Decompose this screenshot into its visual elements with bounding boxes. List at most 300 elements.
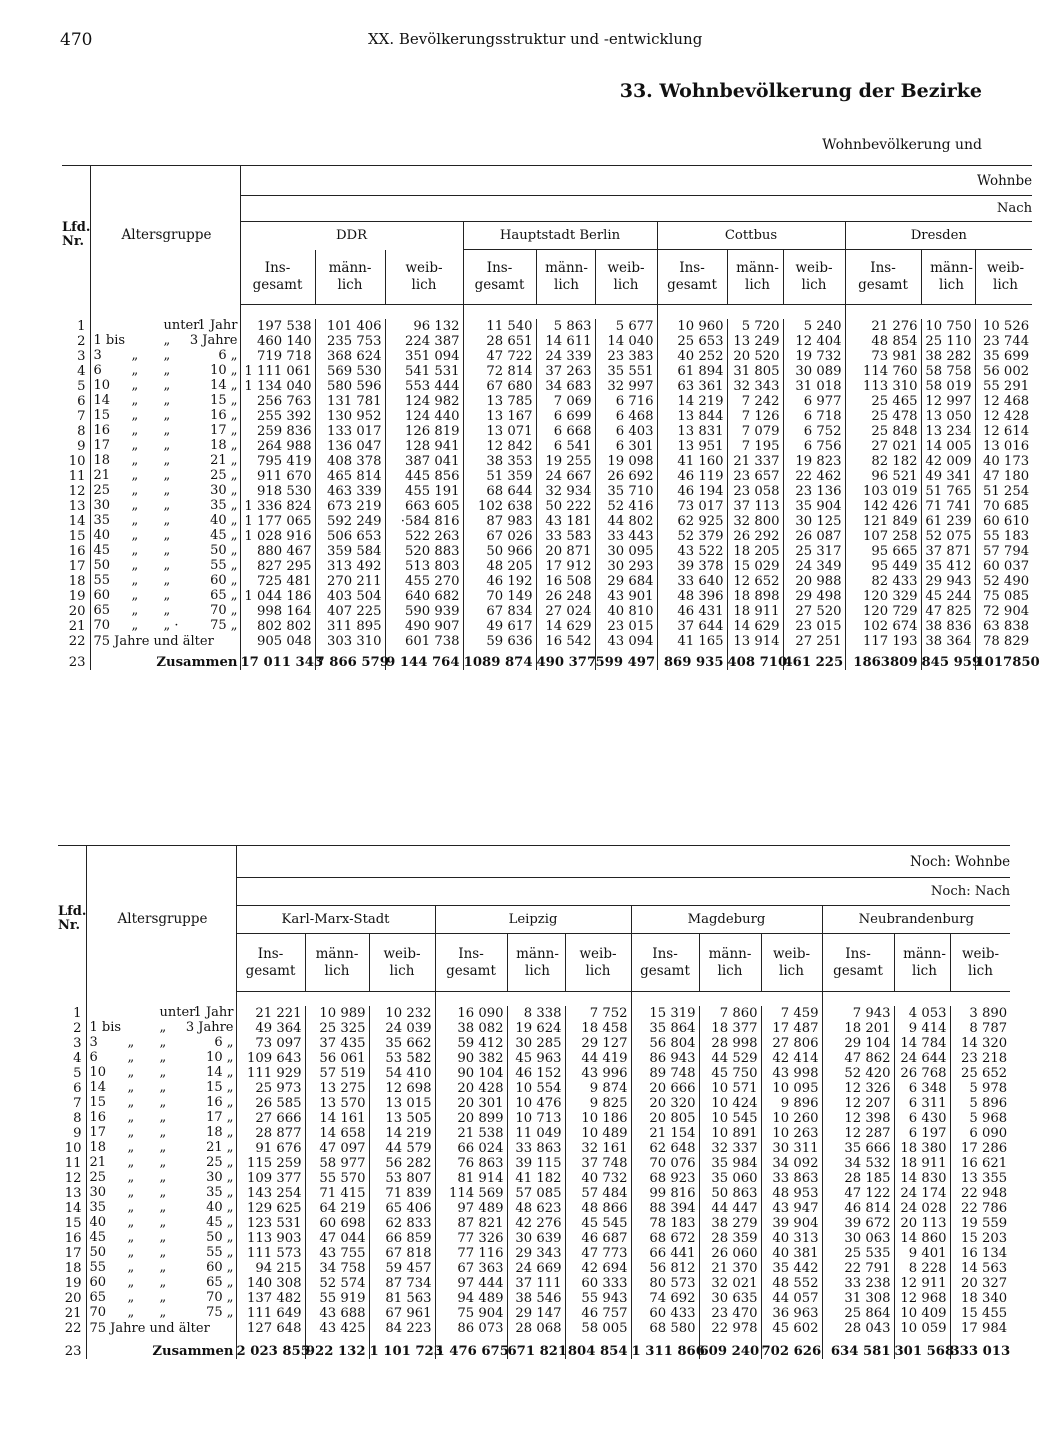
cell-value: 1 177 065 <box>240 514 315 529</box>
cell-value: 5 968 <box>950 1111 1010 1126</box>
table-row <box>62 604 1032 619</box>
age-unit: „ <box>163 572 171 588</box>
row-number: 23 <box>58 1344 86 1359</box>
cell-value: 5 863 <box>536 319 595 334</box>
cell-value: 40 313 <box>761 1231 822 1246</box>
cell-value: 84 223 <box>369 1321 435 1336</box>
cell-value: 66 441 <box>631 1246 699 1261</box>
age-from: 15 <box>89 1094 107 1110</box>
age-to: 16 „ <box>206 1094 234 1110</box>
cell-value: 24 667 <box>536 469 595 484</box>
cell-value: 256 763 <box>240 394 315 409</box>
age-unit: unter <box>163 317 200 333</box>
age-group <box>86 1036 236 1051</box>
cell-value: 6 699 <box>536 409 595 424</box>
cell-value: 17 984 <box>950 1321 1010 1336</box>
cell-value: 86 073 <box>435 1321 507 1336</box>
cell-value: 12 911 <box>894 1276 950 1291</box>
cell-value: 39 904 <box>761 1216 822 1231</box>
cell-value: 387 041 <box>385 454 463 469</box>
table-row <box>62 499 1032 514</box>
cell-value: 19 255 <box>536 454 595 469</box>
age-from: 45 <box>89 1229 107 1245</box>
total-value: 490 377 <box>536 654 597 670</box>
cell-value: 131 781 <box>315 394 385 409</box>
cell-value: 35 412 <box>921 559 975 574</box>
cell-value: 12 326 <box>822 1081 894 1096</box>
cell-value: 71 415 <box>305 1186 369 1201</box>
cell-value: 13 785 <box>463 394 536 409</box>
age-unit: „ <box>163 422 171 438</box>
subheader-ins-label: Ins- gesamt <box>245 945 296 979</box>
cell-value: 455 191 <box>385 484 463 499</box>
age-to: 18 „ <box>206 1124 234 1140</box>
cell-value: 9 896 <box>761 1096 822 1111</box>
cell-value: 23 058 <box>727 484 783 499</box>
cell-value: 16 090 <box>435 1006 507 1021</box>
age-from: 1 bis <box>89 1019 122 1035</box>
age-group <box>90 544 240 559</box>
subheader-m <box>699 934 761 992</box>
cell-value: 37 748 <box>565 1156 631 1171</box>
cell-value: 6 311 <box>894 1096 950 1111</box>
age-group <box>90 529 240 544</box>
cell-value: 7 079 <box>727 424 783 439</box>
table-row <box>58 1141 1010 1156</box>
age-from: 30 <box>93 497 111 513</box>
cell-value: 58 977 <box>305 1156 369 1171</box>
cell-value: 47 180 <box>975 469 1032 484</box>
cell-value: 58 019 <box>921 379 975 394</box>
cell-value: 124 982 <box>385 394 463 409</box>
age-group <box>90 349 240 364</box>
row-number: 2 <box>58 1021 86 1036</box>
cell-value: 6 468 <box>595 409 657 424</box>
cell-value: 12 968 <box>894 1291 950 1306</box>
cell-value: 14 040 <box>595 334 657 349</box>
age-group <box>90 574 240 589</box>
cell-value: 33 640 <box>657 574 727 589</box>
cell-value: 23 383 <box>595 349 657 364</box>
cell-value: 61 239 <box>921 514 975 529</box>
cell-value: 27 806 <box>761 1036 822 1051</box>
cell-value: 590 939 <box>385 604 463 619</box>
cell-value: 10 545 <box>699 1111 761 1126</box>
cell-value: 43 996 <box>565 1066 631 1081</box>
cell-value: 87 821 <box>435 1216 507 1231</box>
cell-value: 55 570 <box>305 1171 369 1186</box>
cell-value: 22 462 <box>783 469 845 484</box>
cell-value: 7 069 <box>536 394 595 409</box>
cell-value: 41 160 <box>657 454 727 469</box>
cell-value: 7 195 <box>727 439 783 454</box>
cell-value: 51 359 <box>463 469 536 484</box>
cell-value: 5 978 <box>950 1081 1010 1096</box>
cell-value: 68 923 <box>631 1171 699 1186</box>
cell-value: 13 015 <box>369 1096 435 1111</box>
age-to: 1 Jahr <box>197 317 238 333</box>
cell-value: 5 896 <box>950 1096 1010 1111</box>
cell-value: 43 901 <box>595 589 657 604</box>
age-bis: „ <box>131 392 139 408</box>
cell-value: 880 467 <box>240 544 315 559</box>
row-number: 15 <box>58 1216 86 1231</box>
row-number: 10 <box>62 454 90 469</box>
subheader-ins <box>435 934 507 992</box>
cell-value: 38 364 <box>921 634 975 649</box>
cell-value: 12 398 <box>822 1111 894 1126</box>
age-to: 40 „ <box>210 512 238 528</box>
cell-value: 48 623 <box>507 1201 565 1216</box>
table-row <box>62 379 1032 394</box>
cell-value: 12 652 <box>727 574 783 589</box>
subheader-m <box>315 250 385 305</box>
age-unit: „ <box>163 557 171 573</box>
age-unit: „ <box>159 1244 167 1260</box>
cell-value: 68 672 <box>631 1231 699 1246</box>
row-number: 13 <box>58 1186 86 1201</box>
cell-value: 95 665 <box>845 544 921 559</box>
lfd-header-label: Lfd. Nr. <box>58 903 87 933</box>
cell-value: 29 684 <box>595 574 657 589</box>
cell-value: 45 963 <box>507 1051 565 1066</box>
table-row <box>62 469 1032 484</box>
cell-value: 74 692 <box>631 1291 699 1306</box>
cell-value: 62 925 <box>657 514 727 529</box>
cell-value: 15 203 <box>950 1231 1010 1246</box>
age-from: 18 <box>93 452 111 468</box>
age-from: 25 <box>93 482 111 498</box>
total-label: Zusammen <box>86 1344 236 1359</box>
row-number: 2 <box>62 334 90 349</box>
cell-value: 86 943 <box>631 1051 699 1066</box>
cell-value: 18 911 <box>727 604 783 619</box>
cell-value: ·584 816 <box>385 514 463 529</box>
age-bis: „ <box>131 527 139 543</box>
age-to: 1 Jahr <box>193 1004 234 1020</box>
cell-value: 15 319 <box>631 1006 699 1021</box>
table-row <box>58 1261 1010 1276</box>
cell-value: 25 653 <box>657 334 727 349</box>
cell-value: 25 864 <box>822 1306 894 1321</box>
age-group <box>90 379 240 394</box>
age-group <box>86 1141 236 1156</box>
age-from: 40 <box>93 527 111 543</box>
cell-value: 52 379 <box>657 529 727 544</box>
cell-value: 52 075 <box>921 529 975 544</box>
age-from: 6 <box>89 1049 98 1065</box>
cell-value: 44 057 <box>761 1291 822 1306</box>
cell-value: 34 532 <box>822 1156 894 1171</box>
age-bis: „ <box>131 362 139 378</box>
cell-value: 26 292 <box>727 529 783 544</box>
table-row <box>58 1276 1010 1291</box>
age-bis: „ <box>127 1259 135 1275</box>
cell-value: 12 428 <box>975 409 1032 424</box>
cell-value: 998 164 <box>240 604 315 619</box>
age-group <box>90 559 240 574</box>
cell-value: 37 435 <box>305 1036 369 1051</box>
subheader-m <box>305 934 369 992</box>
age-unit: „ <box>159 1214 167 1230</box>
cell-value: 52 420 <box>822 1066 894 1081</box>
cell-value: 10 424 <box>699 1096 761 1111</box>
subheader-w-label: weib- lich <box>405 259 443 293</box>
cell-value: 140 308 <box>236 1276 305 1291</box>
age-from: 21 <box>89 1154 107 1170</box>
cell-value: 29 943 <box>921 574 975 589</box>
cell-value: 17 286 <box>950 1141 1010 1156</box>
age-unit: „ · <box>163 617 179 633</box>
cell-value: 71 741 <box>921 499 975 514</box>
cell-value: 60 037 <box>975 559 1032 574</box>
cell-value: 35 442 <box>761 1261 822 1276</box>
cell-value: 408 378 <box>315 454 385 469</box>
cell-value: 24 174 <box>894 1186 950 1201</box>
cell-value: 14 830 <box>894 1171 950 1186</box>
cell-value: 12 468 <box>975 394 1032 409</box>
cell-value: 43 947 <box>761 1201 822 1216</box>
cell-value: 25 478 <box>845 409 921 424</box>
cell-value: 1 111 061 <box>240 364 315 379</box>
cell-value: 28 043 <box>822 1321 894 1336</box>
age-group <box>90 619 240 634</box>
lfd-header-label: Lfd. Nr. <box>62 220 91 250</box>
cell-value: 33 238 <box>822 1276 894 1291</box>
cell-value: 351 094 <box>385 349 463 364</box>
age-bis: „ <box>127 1229 135 1245</box>
cell-value: 46 152 <box>507 1066 565 1081</box>
cell-value: 45 750 <box>699 1066 761 1081</box>
age-group <box>86 1006 236 1021</box>
region-name: Hauptstadt Berlin <box>499 228 621 243</box>
cell-value: 37 871 <box>921 544 975 559</box>
cell-value: 32 343 <box>727 379 783 394</box>
cell-value: 47 773 <box>565 1246 631 1261</box>
cell-value: 24 028 <box>894 1201 950 1216</box>
subheader-w-label: weib- lich <box>607 260 645 293</box>
cell-value: 26 248 <box>536 589 595 604</box>
cell-value: 57 484 <box>565 1186 631 1201</box>
age-from: 55 <box>93 572 111 588</box>
cell-value: 14 658 <box>305 1126 369 1141</box>
cell-value: 45 244 <box>921 589 975 604</box>
cell-value: 109 643 <box>236 1051 305 1066</box>
cell-value: 101 406 <box>315 319 385 334</box>
cell-value: 460 140 <box>240 334 315 349</box>
age-from: 75 Jahre und älter <box>93 633 214 649</box>
cell-value: 47 097 <box>305 1141 369 1156</box>
cell-value: 14 784 <box>894 1036 950 1051</box>
cell-value: 59 412 <box>435 1036 507 1051</box>
row-number: 9 <box>58 1126 86 1141</box>
cell-value: 38 836 <box>921 619 975 634</box>
cell-value: 5 677 <box>595 319 657 334</box>
total-value: 1089 874 <box>463 655 536 670</box>
age-group <box>86 1021 236 1036</box>
cell-value: 21 276 <box>845 319 921 334</box>
age-bis: „ <box>127 1079 135 1095</box>
cell-value: 51 254 <box>975 484 1032 499</box>
age-from: 50 <box>89 1244 107 1260</box>
cell-value: 62 833 <box>369 1216 435 1231</box>
cell-value: 111 649 <box>236 1306 305 1321</box>
banner-2 <box>240 196 1032 222</box>
cell-value: 10 554 <box>507 1081 565 1096</box>
cell-value: 133 017 <box>315 424 385 439</box>
subheader-ins <box>236 934 305 992</box>
cell-value: 81 914 <box>435 1171 507 1186</box>
age-bis: „ <box>127 1274 135 1290</box>
table-row <box>62 409 1032 424</box>
cell-value: 569 530 <box>315 364 385 379</box>
cell-value: 13 050 <box>921 409 975 424</box>
age-to: 45 „ <box>206 1214 234 1230</box>
cell-value: 18 911 <box>894 1156 950 1171</box>
age-from: 30 <box>89 1184 107 1200</box>
age-unit: „ <box>159 1109 167 1125</box>
total-value: 461 225 <box>783 654 844 670</box>
cell-value: 16 508 <box>536 574 595 589</box>
subheader-w <box>761 934 822 992</box>
cell-value: 48 866 <box>565 1201 631 1216</box>
cell-value: 24 339 <box>536 349 595 364</box>
cell-value: 30 293 <box>595 559 657 574</box>
cell-value: 102 638 <box>463 499 536 514</box>
age-to: 40 „ <box>206 1199 234 1215</box>
table-row <box>58 1321 1010 1336</box>
cell-value: 368 624 <box>315 349 385 364</box>
cell-value: 14 320 <box>950 1036 1010 1051</box>
cell-value: 7 242 <box>727 394 783 409</box>
cell-value: 38 546 <box>507 1291 565 1306</box>
total-value: 702 626 <box>761 1343 822 1359</box>
age-to: 15 „ <box>210 392 238 408</box>
age-from: 70 <box>93 617 111 633</box>
age-bis: „ <box>127 1139 135 1155</box>
cell-value: 43 181 <box>536 514 595 529</box>
row-number: 17 <box>58 1246 86 1261</box>
subheader-m-label: männ- lich <box>315 945 359 979</box>
age-from: 14 <box>89 1079 107 1095</box>
cell-value: 14 629 <box>536 619 595 634</box>
cell-value: 20 899 <box>435 1111 507 1126</box>
total-value: 634 581 <box>822 1344 894 1359</box>
age-header <box>90 166 240 305</box>
table-row <box>62 484 1032 499</box>
cell-value: 20 301 <box>435 1096 507 1111</box>
cell-value: 673 219 <box>315 499 385 514</box>
cell-value: 38 282 <box>921 349 975 364</box>
cell-value: 56 002 <box>975 364 1032 379</box>
cell-value: 522 263 <box>385 529 463 544</box>
cell-value: 10 095 <box>761 1081 822 1096</box>
row-number: 1 <box>58 1006 86 1021</box>
subheader-ins-label: Ins- gesamt <box>446 945 496 979</box>
row-number: 4 <box>58 1051 86 1066</box>
age-group <box>86 1321 236 1336</box>
cell-value: 45 602 <box>761 1321 822 1336</box>
total-value: 671 821 <box>507 1343 568 1359</box>
age-to: 21 „ <box>206 1139 234 1155</box>
table-row <box>58 1051 1010 1066</box>
banner-2-label: Noch: Nach <box>930 884 1011 899</box>
cell-value: 13 570 <box>305 1096 369 1111</box>
age-unit: „ <box>159 1154 167 1170</box>
cell-value: 82 182 <box>845 454 921 469</box>
cell-value: 8 787 <box>950 1021 1010 1036</box>
cell-value: 5 720 <box>727 319 783 334</box>
cell-value: 303 310 <box>315 634 385 649</box>
total-label: Zusammen <box>90 655 240 670</box>
cell-value: 91 676 <box>236 1141 305 1156</box>
cell-value: 520 883 <box>385 544 463 559</box>
cell-value: 16 134 <box>950 1246 1010 1261</box>
cell-value: 30 635 <box>699 1291 761 1306</box>
table-row <box>62 439 1032 454</box>
page-number: 470 <box>60 30 93 50</box>
cell-value: 15 029 <box>727 559 783 574</box>
cell-value: 113 903 <box>236 1231 305 1246</box>
row-number: 21 <box>58 1306 86 1321</box>
cell-value: 29 343 <box>507 1246 565 1261</box>
cell-value: 71 839 <box>369 1186 435 1201</box>
cell-value: 20 320 <box>631 1096 699 1111</box>
banner-1 <box>240 166 1032 196</box>
age-bis: „ <box>127 1049 135 1065</box>
cell-value: 465 814 <box>315 469 385 484</box>
subheader-m <box>507 934 565 992</box>
cell-value: 10 186 <box>565 1111 631 1126</box>
age-bis: „ <box>127 1124 135 1140</box>
cell-value: 46 757 <box>565 1306 631 1321</box>
subheader-ins <box>822 934 894 992</box>
cell-value: 60 610 <box>975 514 1032 529</box>
cell-value: 311 895 <box>315 619 385 634</box>
age-group <box>90 484 240 499</box>
age-to: 25 „ <box>210 467 238 483</box>
cell-value: 20 327 <box>950 1276 1010 1291</box>
cell-value: 66 859 <box>369 1231 435 1246</box>
cell-value: 24 644 <box>894 1051 950 1066</box>
subheader-ins <box>463 250 536 305</box>
table-row <box>62 514 1032 529</box>
age-from: 55 <box>89 1259 107 1275</box>
subheader-m <box>727 250 783 305</box>
age-to: 70 „ <box>210 602 238 618</box>
age-unit: „ <box>159 1064 167 1080</box>
row-number: 15 <box>62 529 90 544</box>
cell-value: 12 614 <box>975 424 1032 439</box>
cell-value: 113 310 <box>845 379 921 394</box>
cell-value: 26 087 <box>783 529 845 544</box>
cell-value: 142 426 <box>845 499 921 514</box>
cell-value: 35 060 <box>699 1171 761 1186</box>
cell-value: 32 997 <box>595 379 657 394</box>
row-number: 16 <box>58 1231 86 1246</box>
total-row <box>58 1344 1010 1359</box>
cell-value: 9 825 <box>565 1096 631 1111</box>
cell-value: 12 404 <box>783 334 845 349</box>
cell-value: 25 325 <box>305 1021 369 1036</box>
total-value: 1 101 723 <box>369 1343 443 1359</box>
age-to: 25 „ <box>206 1154 234 1170</box>
cell-value: 28 877 <box>236 1126 305 1141</box>
cell-value: 197 538 <box>240 319 315 334</box>
table-row <box>62 424 1032 439</box>
cell-value: 7 126 <box>727 409 783 424</box>
cell-value: 45 545 <box>565 1216 631 1231</box>
